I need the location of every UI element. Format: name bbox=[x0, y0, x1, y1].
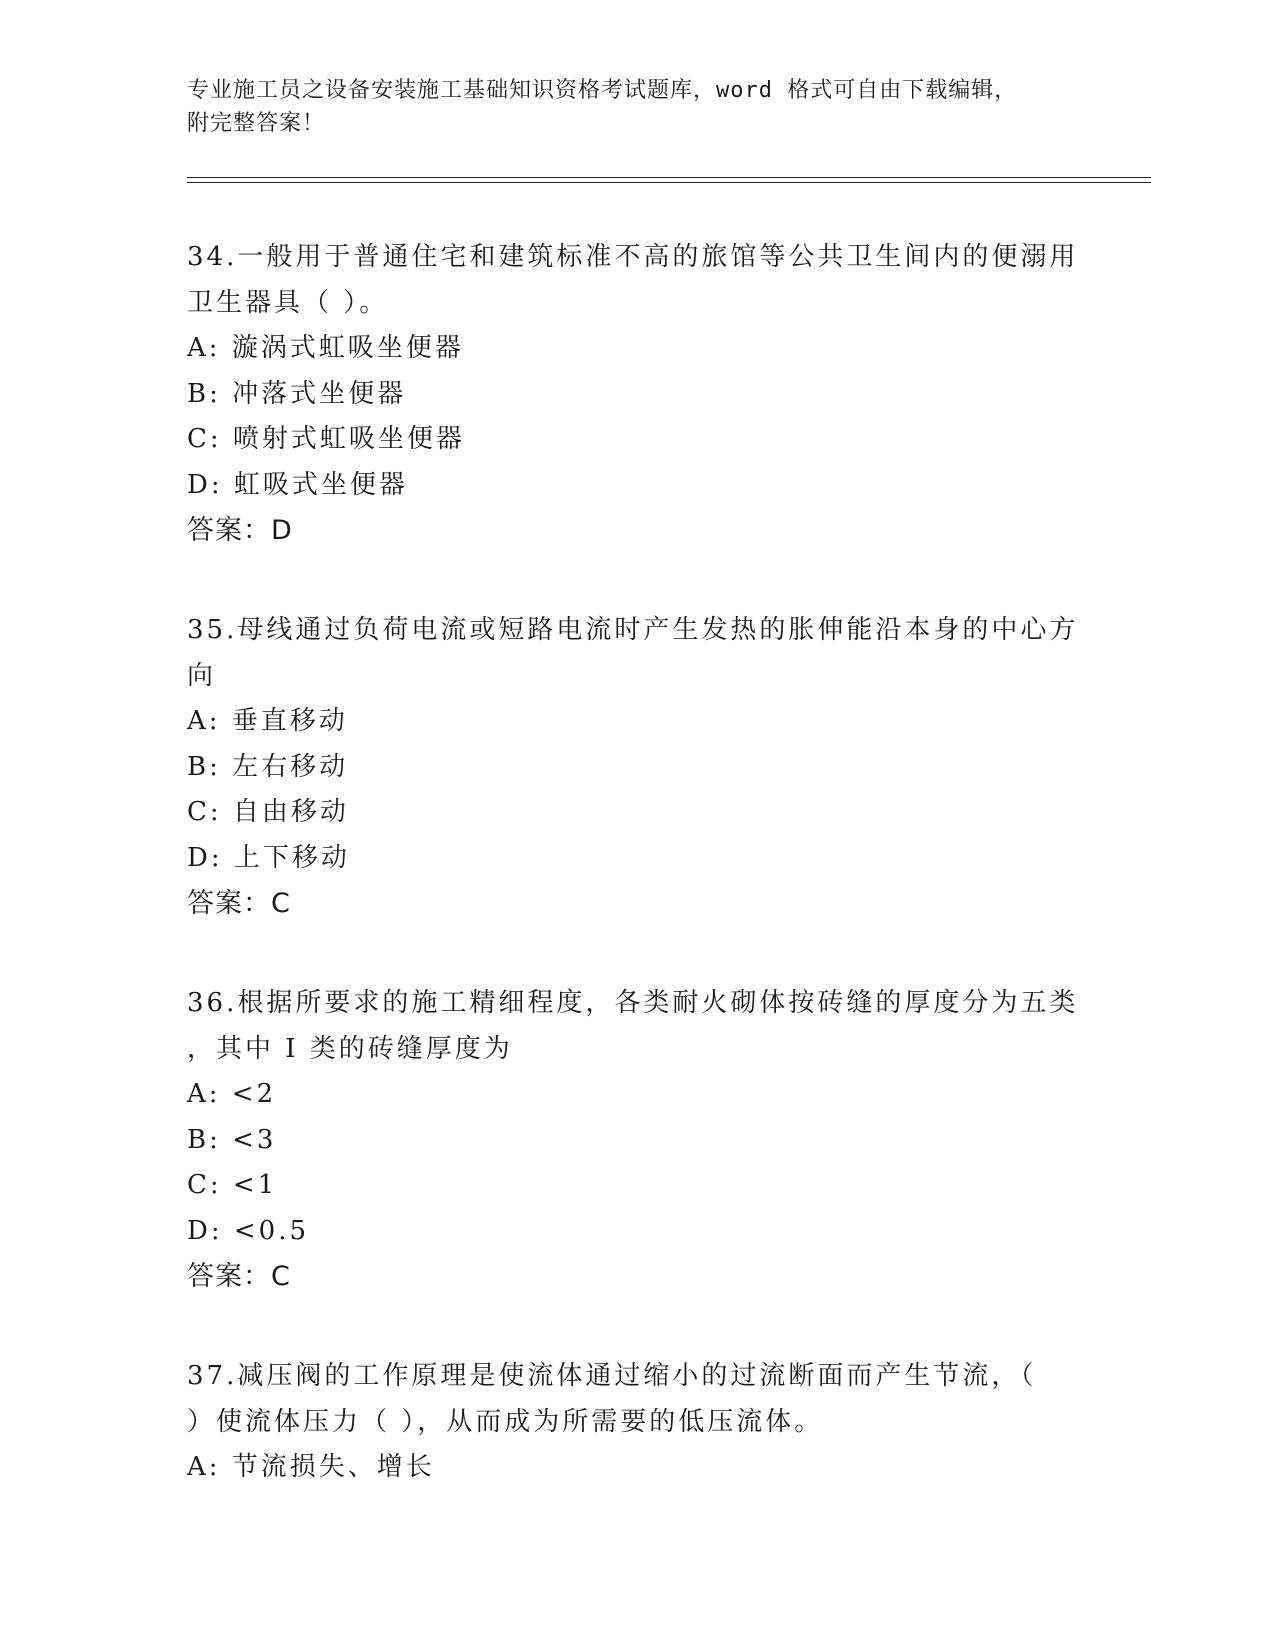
option-a: A: <2 bbox=[187, 1079, 277, 1109]
question-stem-line: 36.根据所要求的施工精细程度，各类耐火砌体按砖缝的厚度分为五类 bbox=[187, 988, 1079, 1018]
question-37 bbox=[187, 1353, 1087, 1491]
option-d: D: 虹吸式坐便器 bbox=[187, 469, 408, 500]
answer: 答案：D bbox=[187, 515, 293, 546]
option-a: A: 垂直移动 bbox=[187, 706, 348, 736]
option-c: C: 自由移动 bbox=[187, 797, 349, 827]
option-c: C: <1 bbox=[187, 1170, 278, 1200]
option-d: D: <0.5 bbox=[187, 1215, 310, 1246]
option-a: A: 漩涡式虹吸坐便器 bbox=[187, 333, 464, 363]
question-34 bbox=[187, 234, 1087, 554]
option-d: D: 上下移动 bbox=[187, 842, 350, 873]
option-b: B: 冲落式坐便器 bbox=[187, 378, 407, 409]
question-stem-line: 向 bbox=[187, 661, 217, 691]
answer: 答案：C bbox=[187, 888, 291, 919]
question-stem-line: 卫生器具（ ）。 bbox=[187, 288, 389, 318]
document-header bbox=[187, 74, 1087, 140]
question-36 bbox=[187, 980, 1087, 1300]
option-a: A: 节流损失、增长 bbox=[187, 1452, 435, 1482]
question-stem-line: 35.母线通过负荷电流或短路电流时产生发热的胀伸能沿本身的中心方 bbox=[187, 615, 1079, 645]
question-35 bbox=[187, 607, 1087, 927]
option-b: B: 左右移动 bbox=[187, 751, 349, 782]
question-list bbox=[187, 234, 1087, 1544]
header-line-1: 专业施工员之设备安装施工基础知识资格考试题库，word 格式可自由下载编辑， bbox=[187, 78, 1018, 103]
header-line-2: 附完整答案！ bbox=[187, 111, 326, 136]
option-b: B: <3 bbox=[187, 1124, 277, 1155]
option-c: C: 喷射式虹吸坐便器 bbox=[187, 424, 465, 454]
header-divider-top bbox=[187, 177, 1151, 178]
question-stem-line: ）使流体压力（ ），从而成为所需要的低压流体。 bbox=[187, 1407, 824, 1437]
answer: 答案：C bbox=[187, 1261, 291, 1292]
question-stem-line: ，其中 I 类的砖缝厚度为 bbox=[187, 1034, 513, 1064]
question-stem-line: 37.减压阀的工作原理是使流体通过缩小的过流断面而产生节流，（ bbox=[187, 1361, 1037, 1391]
question-stem-line: 34.一般用于普通住宅和建筑标准不高的旅馆等公共卫生间内的便溺用 bbox=[187, 242, 1079, 272]
header-divider-bottom bbox=[187, 182, 1151, 183]
